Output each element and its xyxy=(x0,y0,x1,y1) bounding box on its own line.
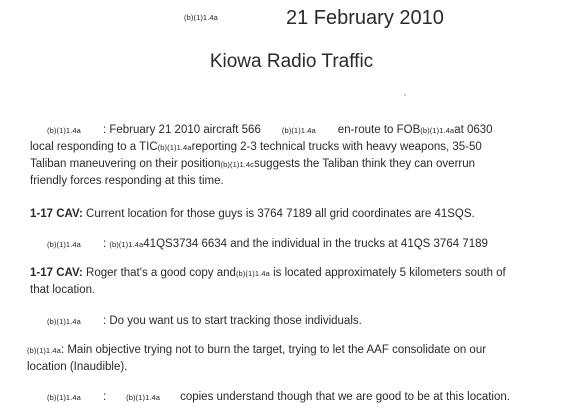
entry-text: is located approximately 5 kilometers south of xyxy=(273,267,506,279)
transcript-entry-6 xyxy=(27,342,557,376)
entry-text: location (Inaudible). xyxy=(27,361,128,373)
speaker-separator: : xyxy=(102,315,107,327)
speaker-separator: : xyxy=(102,391,107,403)
transcript-entry-3 xyxy=(30,236,560,253)
speaker-separator: : xyxy=(102,124,107,136)
entry-text: friendly forces responding at this time. xyxy=(30,175,224,187)
transcript-entry-5 xyxy=(30,313,560,330)
transcript-entry-7 xyxy=(30,389,560,406)
inline-redaction-mark: (b)(1)1.4a xyxy=(109,240,144,249)
inline-redaction-mark: (b)(1)1.4a xyxy=(281,126,316,135)
scan-speck xyxy=(404,94,406,96)
transcript-entry-2 xyxy=(30,206,560,223)
speaker-redaction-mark: (b)(1)1.4a xyxy=(47,126,81,135)
inline-redaction-mark: (b)(1)1.4a xyxy=(420,126,455,135)
entry-text: suggests the Taliban think they can overrun xyxy=(254,158,476,170)
speaker-separator: : xyxy=(60,344,65,356)
transcript-entry-4 xyxy=(30,265,560,299)
transcript-entry-1 xyxy=(30,122,560,190)
entry-text: Main objective trying not to burn the target, trying to let the AAF consolidate on our xyxy=(67,344,487,356)
inline-redaction-mark: (b)(1)1.4a xyxy=(157,143,192,152)
entry-text: that location. xyxy=(30,284,96,296)
entry-text: copies understand though that we are good to be at this location. xyxy=(180,391,510,403)
entry-text: en-route to FOB xyxy=(337,124,421,136)
inline-redaction-mark: (b)(1)1.4a xyxy=(235,269,270,278)
entry-text: 41QS3734 6634 and the individual in the trucks at 41QS 3764 7189 xyxy=(143,238,488,250)
speaker-separator: : xyxy=(102,238,107,250)
entry-text: reporting 2-3 technical trucks with heavy weapons, 35-50 xyxy=(191,141,482,153)
header-redaction-mark: (b)(1)1.4a xyxy=(184,13,218,22)
speaker-label: 1-17 CAV: xyxy=(30,267,83,279)
entry-text: Do you want us to start tracking those individuals. xyxy=(109,315,362,327)
speaker-redaction-mark: (b)(1)1.4a xyxy=(47,393,81,402)
speaker-label: 1-17 CAV: xyxy=(30,208,83,220)
entry-text: Roger that's a good copy and xyxy=(86,267,236,279)
inline-redaction-mark: (b)(1)1.4c xyxy=(220,160,255,169)
entry-text: February 21 2010 aircraft 566 xyxy=(109,124,261,136)
entry-text: local responding to a TIC xyxy=(30,141,158,153)
entry-text: at 0630 xyxy=(454,124,493,136)
document-date: 21 February 2010 xyxy=(286,7,444,29)
speaker-redaction-mark: (b)(1)1.4a xyxy=(47,317,81,326)
inline-redaction-mark: (b)(1)1.4a xyxy=(126,393,161,402)
entry-text: Taliban maneuvering on their position xyxy=(30,158,221,170)
speaker-redaction-mark: (b)(1)1.4a xyxy=(47,240,81,249)
entry-text: Current location for those guys is 3764 7189 all grid coordinates are 41SQS. xyxy=(86,208,475,220)
speaker-redaction-mark: (b)(1)1.4a xyxy=(27,346,61,355)
page-title: Kiowa Radio Traffic xyxy=(209,51,374,72)
